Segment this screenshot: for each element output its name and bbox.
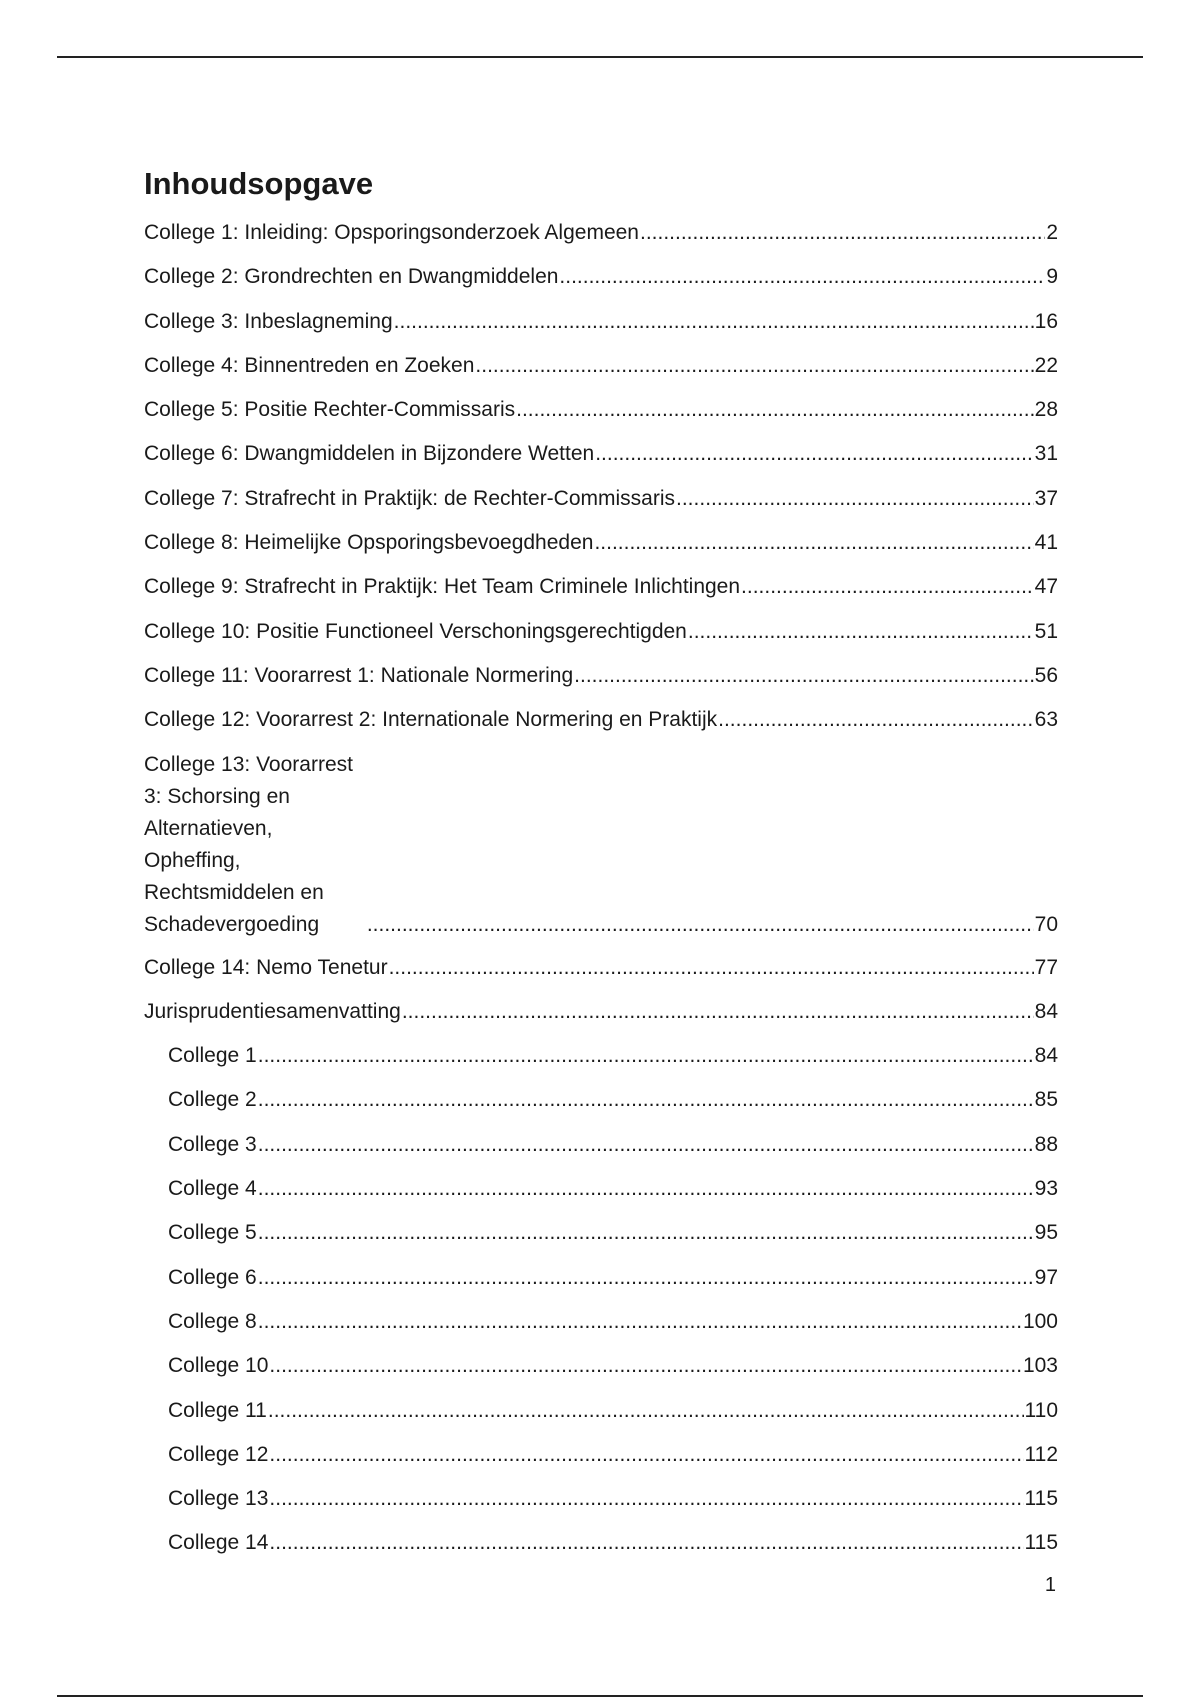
toc-entry-college-7[interactable]: [144, 483, 1058, 515]
toc-subentry-text: College 8: [168, 1309, 257, 1333]
toc-subentry-college-12[interactable]: [144, 1439, 1058, 1471]
toc-page-number: 9: [1046, 265, 1058, 289]
toc-page-number: 103: [1022, 1354, 1058, 1378]
toc-subentry-text: College 6: [168, 1265, 257, 1289]
toc-page-number: 37: [1034, 486, 1058, 510]
toc-entry-college-13[interactable]: [144, 749, 1058, 941]
toc-leader-dots: [676, 483, 1034, 515]
toc-subentry-college-4[interactable]: [144, 1173, 1058, 1205]
toc-leader-dots: [258, 1040, 1034, 1072]
toc-entry-text: College 2: Grondrechten en Dwangmiddelen: [144, 265, 559, 289]
toc-entry-college-14[interactable]: [144, 952, 1058, 984]
toc-subentry-college-13[interactable]: [144, 1483, 1058, 1515]
toc-entry-college-6[interactable]: [144, 438, 1058, 470]
toc-entry-college-3[interactable]: [144, 306, 1058, 338]
toc-entry-text: College 10: Positie Functioneel Verschoningsgerechtigden: [144, 619, 687, 643]
toc-page-number: 56: [1034, 663, 1058, 687]
toc-leader-dots: [268, 1395, 1024, 1427]
toc-entry-text: College 7: Strafrecht in Praktijk: de Rechter-Commissaris: [144, 486, 676, 510]
toc-entry-college-10[interactable]: [144, 616, 1058, 648]
toc-title: Inhoudsopgave: [144, 166, 374, 201]
toc-entry-jurisprudentie[interactable]: [144, 996, 1058, 1028]
toc-leader-dots: [594, 527, 1033, 559]
toc-page-number: 51: [1034, 619, 1058, 643]
toc-leader-dots: [269, 1350, 1022, 1382]
toc-page-number: 97: [1034, 1265, 1058, 1289]
toc-leader-dots: [574, 660, 1033, 692]
toc-page-number: 63: [1034, 708, 1058, 732]
toc-leader-dots: [258, 1217, 1034, 1249]
toc-leader-dots: [741, 571, 1034, 603]
toc-leader-dots: [258, 1173, 1034, 1205]
toc-entry-text: College 9: Strafrecht in Praktijk: Het Team Criminele Inlichtingen: [144, 575, 741, 599]
toc-subentry-text: College 13: [168, 1487, 269, 1511]
toc-subentry-college-14[interactable]: [144, 1527, 1058, 1559]
toc-page-number: 77: [1034, 955, 1058, 979]
toc-subentry-text: College 12: [168, 1442, 269, 1466]
toc-page-number: 85: [1034, 1088, 1058, 1112]
toc-leader-dots: [269, 1483, 1023, 1515]
table-of-contents: [144, 217, 1058, 1572]
toc-page-number: 84: [1034, 999, 1058, 1023]
toc-page-number: 41: [1034, 531, 1058, 555]
toc-entry-text: College 6: Dwangmiddelen in Bijzondere Wetten: [144, 442, 595, 466]
toc-page-number: 70: [1034, 912, 1058, 936]
toc-page-number: 84: [1034, 1044, 1058, 1068]
toc-subentry-text: College 11: [168, 1398, 267, 1422]
toc-subentry-college-1[interactable]: [144, 1040, 1058, 1072]
toc-entry-college-9[interactable]: [144, 571, 1058, 603]
toc-page-number: 93: [1034, 1177, 1058, 1201]
toc-subentry-college-2[interactable]: [144, 1084, 1058, 1116]
toc-leader-dots: [269, 1439, 1023, 1471]
toc-entry-text: College 4: Binnentreden en Zoeken: [144, 353, 475, 377]
toc-entry-text: College 11: Voorarrest 1: Nationale Normering: [144, 663, 574, 687]
toc-entry-text: College 8: Heimelijke Opsporingsbevoegdheden: [144, 531, 594, 555]
toc-subentry-text: College 4: [168, 1177, 257, 1201]
page-number: 1: [1044, 1574, 1056, 1596]
toc-subentry-text: College 5: [168, 1221, 257, 1245]
toc-subentry-text: College 1: [168, 1044, 257, 1068]
toc-entry-text: College 14: Nemo Tenetur: [144, 955, 388, 979]
toc-subentry-college-6[interactable]: [144, 1262, 1058, 1294]
toc-page-number: 88: [1034, 1132, 1058, 1156]
toc-leader-dots: [640, 217, 1045, 249]
toc-entry-text: College 1: Inleiding: Opsporingsonderzoek Algemeen: [144, 221, 639, 244]
toc-page-number: 95: [1034, 1221, 1058, 1245]
toc-entry-text: College 12: Voorarrest 2: Internationale Normering en Praktijk: [144, 708, 718, 732]
toc-page-number: 31: [1034, 442, 1058, 466]
toc-page-number: 47: [1034, 575, 1058, 599]
toc-page-number: 110: [1024, 1398, 1058, 1422]
toc-page-number: 28: [1034, 398, 1058, 422]
toc-page-number: 16: [1034, 309, 1058, 333]
toc-subentry-college-8[interactable]: [144, 1306, 1058, 1338]
toc-leader-dots: [258, 1129, 1034, 1161]
toc-leader-dots: [402, 996, 1034, 1028]
toc-leader-dots: [595, 438, 1033, 470]
toc-subentry-text: College 14: [168, 1531, 269, 1555]
toc-leader-dots: [688, 616, 1034, 648]
toc-page-number: 22: [1034, 353, 1058, 377]
toc-entry-text: Jurisprudentiesamenvatting: [144, 999, 401, 1023]
toc-page-number: 115: [1024, 1531, 1058, 1555]
toc-subentry-college-10[interactable]: [144, 1350, 1058, 1382]
toc-subentry-college-5[interactable]: [144, 1217, 1058, 1249]
toc-leader-dots: [475, 350, 1033, 382]
toc-page-number: 115: [1024, 1487, 1058, 1511]
toc-leader-dots: [367, 909, 1034, 941]
toc-leader-dots: [516, 394, 1034, 426]
toc-leader-dots: [258, 1084, 1034, 1116]
toc-subentry-college-3[interactable]: [144, 1129, 1058, 1161]
toc-leader-dots: [389, 952, 1034, 984]
toc-leader-dots: [258, 1306, 1022, 1338]
toc-subentry-college-11[interactable]: [144, 1395, 1058, 1427]
toc-page-number: 112: [1024, 1442, 1058, 1466]
toc-page-number: 2: [1046, 221, 1058, 244]
toc-entry-college-12[interactable]: [144, 704, 1058, 736]
toc-entry-text: College 13: Voorarrest 3: Schorsing en Alternatieven, Opheffing, Rechtsmiddelen en Schadevergoeding: [144, 752, 353, 936]
toc-entry-text: College 5: Positie Rechter-Commissaris: [144, 398, 516, 422]
toc-entry-text: College 3: Inbeslagneming: [144, 309, 393, 333]
toc-subentry-text: College 10: [168, 1354, 269, 1378]
footer-rule: [57, 1695, 1143, 1697]
toc-leader-dots: [559, 261, 1045, 293]
toc-entry-college-8[interactable]: [144, 527, 1058, 559]
toc-leader-dots: [258, 1262, 1034, 1294]
toc-subentry-text: College 2: [168, 1088, 257, 1112]
toc-leader-dots: [269, 1527, 1023, 1559]
toc-page-number: 100: [1022, 1309, 1058, 1333]
toc-entry-college-2[interactable]: [144, 261, 1058, 293]
toc-subentry-text: College 3: [168, 1132, 257, 1156]
toc-entry-college-5[interactable]: [144, 394, 1058, 426]
toc-leader-dots: [718, 704, 1034, 736]
toc-leader-dots: [394, 306, 1034, 338]
toc-entry-college-11[interactable]: [144, 660, 1058, 692]
toc-entry-college-1[interactable]: [144, 217, 1058, 249]
toc-entry-college-4[interactable]: [144, 350, 1058, 382]
header-rule: [57, 56, 1143, 58]
